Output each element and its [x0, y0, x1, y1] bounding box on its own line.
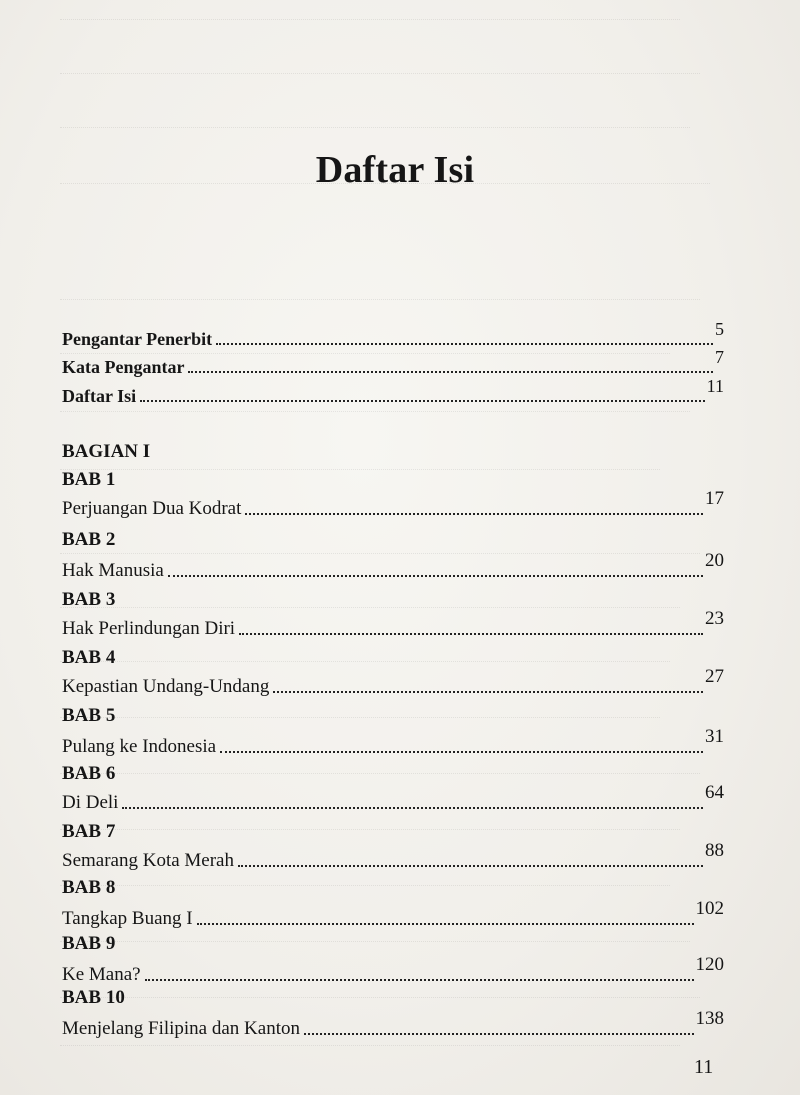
toc-entry-label: Pulang ke Indonesia — [62, 736, 217, 757]
toc-entry-front-matter[interactable] — [62, 347, 724, 378]
chapter-heading: BAB 3 — [62, 589, 116, 610]
chapter-heading: BAB 7 — [62, 821, 116, 842]
toc-entry-page: 11 — [706, 376, 724, 396]
toc-entry-label: Ke Mana? — [62, 964, 141, 985]
dot-leader — [140, 399, 704, 402]
dot-leader — [216, 342, 713, 345]
toc-entry-page: 23 — [705, 608, 724, 629]
toc-entry-chapter[interactable] — [62, 954, 724, 986]
chapter-heading: BAB 9 — [62, 933, 116, 954]
toc-entry-label: Hak Manusia — [62, 560, 164, 581]
chapter-heading: BAB 10 — [62, 987, 125, 1008]
toc-entry-page: 138 — [695, 1008, 724, 1029]
toc-entry-label: Kepastian Undang-Undang — [62, 676, 270, 697]
toc-entry-label: Di Deli — [62, 792, 119, 813]
toc-entry-label: Tangkap Buang I — [62, 908, 193, 929]
dot-leader — [239, 632, 703, 635]
toc-entry-label: Hak Perlindungan Diri — [62, 618, 236, 639]
chapter-heading: BAB 2 — [62, 529, 116, 550]
dot-leader — [304, 1032, 694, 1035]
chapter-heading: BAB 5 — [62, 705, 116, 726]
toc-entry-front-matter[interactable] — [62, 319, 724, 350]
toc-entry-page: 102 — [695, 898, 724, 919]
toc-entry-label: Kata Pengantar — [62, 357, 185, 377]
toc-entry-chapter[interactable] — [62, 782, 724, 814]
toc-entry-page: 120 — [695, 954, 724, 975]
dot-leader — [273, 690, 703, 693]
dot-leader — [220, 750, 703, 753]
toc-entry-chapter[interactable] — [62, 840, 724, 872]
toc-entry-page: 5 — [715, 319, 724, 339]
dot-leader — [238, 864, 703, 867]
toc-entry-chapter[interactable] — [62, 550, 724, 582]
toc-entry-chapter[interactable] — [62, 1008, 724, 1040]
dot-leader — [197, 922, 694, 925]
toc-entry-page: 17 — [705, 488, 724, 509]
toc-entry-page: 7 — [715, 347, 724, 367]
toc-entry-front-matter[interactable] — [62, 376, 724, 407]
page-title: Daftar Isi — [315, 149, 475, 191]
dot-leader — [122, 806, 703, 809]
toc-entry-label: Pengantar Penerbit — [62, 329, 213, 349]
toc-entry-label: Perjuangan Dua Kodrat — [62, 498, 242, 519]
toc-entry-label: Semarang Kota Merah — [62, 850, 234, 871]
page-number: 11 — [694, 1056, 714, 1078]
toc-entry-page: 31 — [705, 726, 724, 747]
toc-entry-chapter[interactable] — [62, 608, 724, 640]
dot-leader — [188, 370, 713, 373]
toc-entry-label: Menjelang Filipina dan Kanton — [62, 1018, 300, 1039]
toc-entry-page: 64 — [705, 782, 724, 803]
toc-entry-chapter[interactable] — [62, 898, 724, 930]
dot-leader — [168, 574, 703, 577]
dot-leader — [245, 512, 703, 515]
chapter-heading: BAB 8 — [62, 877, 116, 898]
toc-entry-chapter[interactable] — [62, 726, 724, 758]
chapter-heading: BAB 1 — [62, 469, 116, 490]
chapter-heading: BAB 4 — [62, 647, 116, 668]
toc-entry-chapter[interactable] — [62, 666, 724, 698]
toc-entry-label: Daftar Isi — [62, 386, 137, 406]
toc-entry-chapter[interactable] — [62, 488, 724, 520]
toc-entry-page: 20 — [705, 550, 724, 571]
toc-entry-page: 27 — [705, 666, 724, 687]
dot-leader — [145, 978, 694, 981]
chapter-heading: BAB 6 — [62, 763, 116, 784]
part-heading: BAGIAN I — [62, 441, 151, 462]
toc-entry-page: 88 — [705, 840, 724, 861]
